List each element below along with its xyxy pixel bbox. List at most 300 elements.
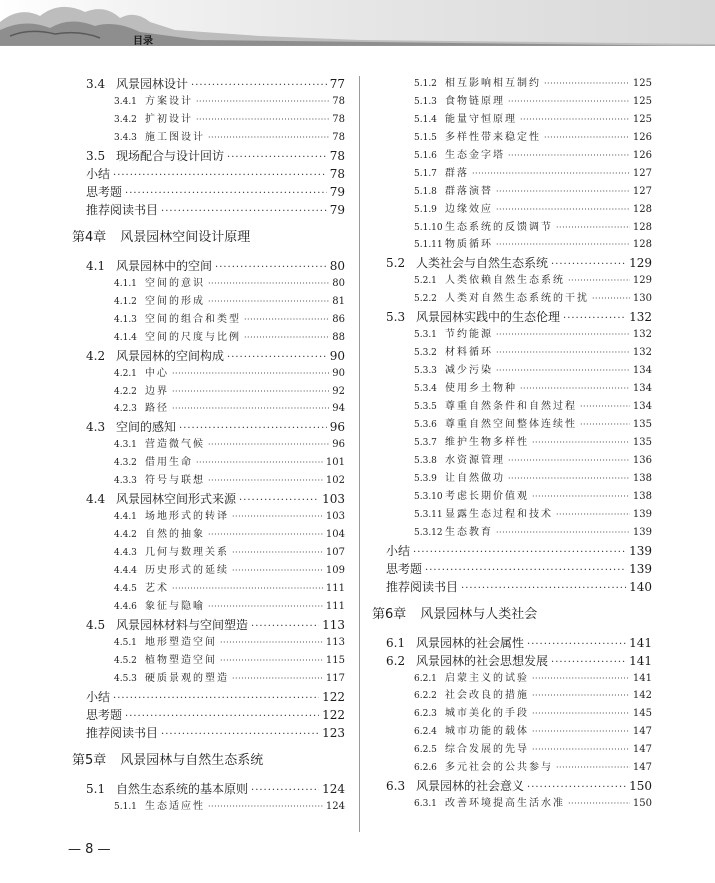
entry-number: 5.3.6 <box>414 419 437 430</box>
toc-subsection-entry[interactable] <box>372 344 652 362</box>
dot-leader <box>532 670 630 688</box>
entry-title: 空间的感知 <box>116 420 177 435</box>
entry-page-number: 78 <box>332 113 345 125</box>
entry-number: 4.1.1 <box>114 278 137 289</box>
dot-leader <box>496 524 630 542</box>
toc-subsection-entry[interactable] <box>372 398 652 416</box>
entry-number: 4.2.1 <box>114 368 137 379</box>
entry-page-number: 129 <box>629 256 652 271</box>
entry-title: 食物链原理 <box>445 95 505 107</box>
toc-section-entry[interactable] <box>72 490 345 508</box>
toc-subsection-entry[interactable] <box>372 272 652 290</box>
entry-title: 材料循环 <box>445 347 493 359</box>
toc-subsection-entry[interactable] <box>72 111 345 129</box>
toc-subsection-entry[interactable] <box>372 470 652 488</box>
entry-page-number: 145 <box>632 708 652 720</box>
entry-title: 空间的组合和类型 <box>145 313 241 325</box>
entry-title: 人类社会与自然生态系统 <box>416 256 549 271</box>
entry-title: 施工图设计 <box>145 131 205 143</box>
entry-page-number: 138 <box>632 472 652 484</box>
entry-title: 营造微气候 <box>145 439 205 451</box>
toc-misc-entry[interactable] <box>72 688 345 706</box>
entry-title: 群落演替 <box>445 185 493 197</box>
entry-number: 4.1.4 <box>114 332 137 343</box>
entry-number: 5.3.9 <box>414 473 437 484</box>
entry-title: 风景园林的空间构成 <box>116 348 225 363</box>
entry-page-number: 150 <box>632 798 652 810</box>
entry-number: 4.1.2 <box>114 296 137 307</box>
entry-page-number: 125 <box>632 78 652 89</box>
chapter-heading[interactable] <box>72 227 345 248</box>
dot-leader <box>244 329 329 347</box>
dot-leader <box>496 362 630 380</box>
entry-title: 风景园林中的空间 <box>116 258 213 273</box>
toc-misc-entry[interactable] <box>372 542 652 560</box>
toc-subsection-entry[interactable] <box>72 436 345 454</box>
entry-number: 5.1.3 <box>414 96 437 107</box>
dot-leader <box>208 526 323 544</box>
entry-number: 6.3.1 <box>414 799 437 810</box>
dot-leader <box>196 454 323 472</box>
entry-title: 减少污染 <box>445 365 493 377</box>
entry-title: 相互影响相互制约 <box>445 78 541 89</box>
dot-leader <box>232 544 323 562</box>
dot-leader <box>196 93 329 111</box>
toc-subsection-entry[interactable] <box>372 219 652 237</box>
entry-title: 小结 <box>86 689 111 704</box>
entry-title: 小结 <box>386 543 411 558</box>
toc-subsection-entry[interactable] <box>372 452 652 470</box>
entry-number: 5.3.2 <box>414 348 437 359</box>
toc-misc-entry[interactable] <box>72 165 345 183</box>
entry-number: 5.3.3 <box>414 366 437 377</box>
entry-number: 5.1.1 <box>114 801 137 812</box>
toc-subsection-entry[interactable] <box>372 290 652 308</box>
entry-title: 物质循环 <box>445 239 493 251</box>
toc-left-column <box>72 75 345 816</box>
entry-number: 5.3 <box>386 310 406 325</box>
entry-number: 5.1 <box>86 781 106 796</box>
entry-page-number: 127 <box>632 185 652 197</box>
entry-page-number: 117 <box>325 672 345 684</box>
toc-subsection-entry[interactable] <box>372 93 652 111</box>
entry-number: 4.3.3 <box>114 476 137 487</box>
entry-title: 多样性带来稳定性 <box>445 131 541 143</box>
toc-section-entry[interactable] <box>372 777 652 795</box>
toc-subsection-entry[interactable] <box>72 580 345 598</box>
entry-number: 5.2 <box>386 256 406 271</box>
entry-title: 风景园林与人类社会 <box>420 606 538 622</box>
toc-section-entry[interactable] <box>72 616 345 634</box>
entry-page-number: 113 <box>325 636 345 648</box>
entry-number: 4.1 <box>86 258 106 273</box>
dot-leader <box>496 326 630 344</box>
entry-title: 自然生态系统的基本原则 <box>116 781 249 796</box>
column-divider <box>359 76 360 832</box>
entry-title: 场地形式的转译 <box>145 511 229 523</box>
entry-page-number: 124 <box>322 781 345 796</box>
toc-section-entry[interactable] <box>372 652 652 670</box>
entry-number: 5.1.4 <box>414 114 437 125</box>
entry-title: 几何与数理关系 <box>145 547 229 559</box>
toc-subsection-entry[interactable] <box>72 383 345 401</box>
dot-leader <box>592 290 630 308</box>
entry-page-number: 79 <box>329 202 345 217</box>
entry-number: 4.2.3 <box>114 404 137 415</box>
entry-page-number: 78 <box>332 131 345 143</box>
entry-title: 使用乡土物种 <box>445 383 517 395</box>
toc-subsection-entry[interactable] <box>72 365 345 383</box>
toc-subsection-entry[interactable] <box>72 508 345 526</box>
dot-leader <box>472 165 630 183</box>
toc-section-entry[interactable] <box>372 254 652 272</box>
entry-number: 5.1.5 <box>414 132 437 143</box>
entry-page-number: 107 <box>325 547 345 559</box>
toc-subsection-entry[interactable] <box>72 472 345 490</box>
entry-page-number: 96 <box>329 420 345 435</box>
toc-section-entry[interactable] <box>72 75 345 93</box>
entry-page-number: 134 <box>632 383 652 395</box>
toc-subsection-entry[interactable] <box>372 759 652 777</box>
entry-number: 4.4.5 <box>114 583 137 594</box>
toc-subsection-entry[interactable] <box>72 798 345 816</box>
toc-subsection-entry[interactable] <box>372 670 652 688</box>
entry-title: 综合发展的先导 <box>445 744 529 756</box>
entry-title: 植物塑造空间 <box>145 654 217 666</box>
entry-number: 4.2.2 <box>114 386 137 397</box>
entry-number: 5.3.8 <box>414 455 437 466</box>
entry-title: 空间的形成 <box>145 295 205 307</box>
toc-subsection-entry[interactable] <box>372 705 652 723</box>
entry-page-number: 78 <box>332 96 345 107</box>
entry-page-number: 138 <box>632 490 652 502</box>
entry-title: 小结 <box>86 166 111 181</box>
entry-title: 风景园林材料与空间塑造 <box>116 617 249 632</box>
toc-subsection-entry[interactable] <box>72 329 345 347</box>
dot-leader <box>508 147 630 165</box>
toc-section-entry[interactable] <box>72 780 345 798</box>
entry-title: 历史形式的延续 <box>145 565 229 576</box>
toc-subsection-entry[interactable] <box>372 183 652 201</box>
landscape-ink-illustration <box>0 0 715 46</box>
toc-subsection-entry[interactable] <box>372 236 652 254</box>
entry-number: 6.1 <box>386 635 406 650</box>
dot-leader <box>161 203 327 221</box>
dot-leader <box>161 726 319 744</box>
toc-subsection-entry[interactable] <box>372 165 652 183</box>
entry-title: 中心 <box>145 367 169 379</box>
toc-subsection-entry[interactable] <box>372 795 652 813</box>
entry-page-number: 109 <box>325 565 345 576</box>
toc-misc-entry[interactable] <box>72 706 345 724</box>
toc-subsection-entry[interactable] <box>372 488 652 506</box>
page-number: — 8 — <box>68 842 111 857</box>
entry-number: 5.1.7 <box>414 168 437 179</box>
entry-title: 生态教育 <box>445 526 493 538</box>
entry-title: 维护生物多样性 <box>445 436 529 448</box>
entry-number: 6.2.4 <box>414 727 437 738</box>
dot-leader <box>544 75 630 93</box>
dot-leader <box>208 275 329 293</box>
toc-subsection-entry[interactable] <box>72 400 345 418</box>
toc-subsection-entry[interactable] <box>72 454 345 472</box>
dot-leader <box>580 398 630 416</box>
entry-number: 6.2.5 <box>414 745 437 756</box>
entry-title: 思考题 <box>86 707 123 722</box>
dot-leader <box>556 506 630 524</box>
dot-leader <box>232 670 323 688</box>
dot-leader <box>532 434 630 452</box>
toc-subsection-entry[interactable] <box>372 434 652 452</box>
dot-leader <box>208 436 329 454</box>
entry-title: 符号与联想 <box>145 475 205 487</box>
entry-number: 3.4.1 <box>114 97 137 107</box>
toc-subsection-entry[interactable] <box>72 670 345 688</box>
entry-title: 象征与隐喻 <box>145 600 205 612</box>
toc-subsection-entry[interactable] <box>372 687 652 705</box>
entry-page-number: 139 <box>629 561 652 576</box>
entry-number: 6.2.2 <box>414 691 437 702</box>
toc-subsection-entry[interactable] <box>372 362 652 380</box>
entry-page-number: 102 <box>325 475 345 487</box>
entry-title: 城市美化的手段 <box>445 708 529 720</box>
toc-misc-entry[interactable] <box>372 578 652 596</box>
toc-subsection-entry[interactable] <box>72 275 345 293</box>
entry-number: 4.3.1 <box>114 440 137 451</box>
entry-page-number: 80 <box>332 277 345 289</box>
entry-number: 5.1.8 <box>414 186 437 197</box>
toc-subsection-entry[interactable] <box>72 562 345 580</box>
toc-section-entry[interactable] <box>72 147 345 165</box>
entry-page-number: 150 <box>629 779 652 794</box>
entry-title: 风景园林空间设计原理 <box>120 229 251 245</box>
entry-title: 节约能源 <box>445 329 493 341</box>
entry-number: 4.3 <box>86 420 106 435</box>
entry-page-number: 147 <box>632 762 652 774</box>
entry-title: 多元社会的公共参与 <box>445 762 553 774</box>
entry-number: 5.1.2 <box>414 79 437 89</box>
entry-title: 生态适应性 <box>145 800 205 812</box>
entry-page-number: 140 <box>629 579 652 594</box>
entry-page-number: 86 <box>332 313 345 325</box>
dot-leader <box>532 488 630 506</box>
dot-leader <box>196 111 329 129</box>
entry-title: 借用生命 <box>145 457 193 469</box>
entry-number: 5.3.12 <box>414 527 443 538</box>
toc-subsection-entry[interactable] <box>372 75 652 93</box>
entry-number: 第6章 <box>372 606 407 622</box>
entry-title: 空间的意识 <box>145 277 205 289</box>
entry-title: 改善环境提高生活水准 <box>445 798 565 810</box>
chapter-heading[interactable] <box>372 604 652 625</box>
entry-page-number: 81 <box>332 295 345 307</box>
toc-section-entry[interactable] <box>372 634 652 652</box>
toc-subsection-entry[interactable] <box>72 598 345 616</box>
dot-leader <box>496 344 630 362</box>
entry-number: 4.5.2 <box>114 655 137 666</box>
toc-section-entry[interactable] <box>72 418 345 436</box>
entry-page-number: 141 <box>632 672 652 684</box>
entry-page-number: 132 <box>632 329 652 341</box>
entry-title: 风景园林实践中的生态伦理 <box>416 310 561 325</box>
dot-leader <box>508 452 630 470</box>
entry-title: 尊重自然条件和自然过程 <box>445 401 577 412</box>
entry-title: 推荐阅读书目 <box>386 579 459 594</box>
entry-page-number: 78 <box>329 166 345 181</box>
entry-page-number: 103 <box>322 492 345 507</box>
toc-subsection-entry[interactable] <box>72 652 345 670</box>
entry-title: 让自然做功 <box>445 472 505 484</box>
toc-subsection-entry[interactable] <box>72 526 345 544</box>
chapter-heading[interactable] <box>72 750 345 771</box>
entry-title: 风景园林设计 <box>116 77 189 91</box>
dot-leader <box>508 93 630 111</box>
toc-subsection-entry[interactable] <box>72 311 345 329</box>
entry-page-number: 96 <box>332 439 345 451</box>
entry-title: 思考题 <box>386 561 423 576</box>
header-title: 目录 <box>133 36 153 47</box>
entry-number: 6.2 <box>386 653 406 668</box>
entry-page-number: 77 <box>329 77 345 91</box>
entry-number: 4.4.2 <box>114 530 137 541</box>
entry-title: 启蒙主义的试验 <box>445 672 529 684</box>
dot-leader <box>520 111 630 129</box>
entry-title: 路径 <box>145 403 169 415</box>
entry-page-number: 78 <box>329 148 345 163</box>
entry-page-number: 125 <box>632 113 652 125</box>
dot-leader <box>556 759 630 777</box>
dot-leader <box>220 634 323 652</box>
toc-subsection-entry[interactable] <box>372 326 652 344</box>
entry-page-number: 123 <box>322 725 345 740</box>
entry-title: 风景园林与自然生态系统 <box>120 752 264 768</box>
toc-subsection-entry[interactable] <box>372 201 652 219</box>
entry-number: 3.5 <box>86 148 106 163</box>
entry-page-number: 147 <box>632 744 652 756</box>
toc-misc-entry[interactable] <box>72 183 345 201</box>
entry-page-number: 113 <box>322 617 345 632</box>
toc-subsection-entry[interactable] <box>72 93 345 111</box>
entry-page-number: 132 <box>632 347 652 359</box>
toc-subsection-entry[interactable] <box>72 293 345 311</box>
entry-page-number: 136 <box>632 454 652 466</box>
toc-subsection-entry[interactable] <box>372 129 652 147</box>
toc-subsection-entry[interactable] <box>72 129 345 147</box>
entry-page-number: 104 <box>325 529 345 541</box>
entry-page-number: 80 <box>329 258 345 273</box>
entry-number: 4.3.2 <box>114 458 137 469</box>
entry-number: 5.3.1 <box>414 330 437 341</box>
dot-leader <box>532 723 630 741</box>
entry-number: 4.4.1 <box>114 512 137 523</box>
dot-leader <box>208 598 323 616</box>
toc-subsection-entry[interactable] <box>72 544 345 562</box>
entry-page-number: 135 <box>632 418 652 430</box>
toc-subsection-entry[interactable] <box>72 634 345 652</box>
entry-title: 城市功能的载体 <box>445 726 529 738</box>
entry-page-number: 147 <box>632 726 652 738</box>
dot-leader <box>568 795 630 813</box>
entry-page-number: 139 <box>632 508 652 520</box>
entry-page-number: 130 <box>632 293 652 305</box>
entry-page-number: 90 <box>332 367 345 379</box>
dot-leader <box>172 383 329 401</box>
entry-page-number: 141 <box>629 635 652 650</box>
dot-leader <box>496 236 630 254</box>
entry-title: 尊重自然空间整体连续性 <box>445 418 577 430</box>
entry-title: 边界 <box>145 385 169 397</box>
entry-page-number: 125 <box>632 95 652 107</box>
entry-page-number: 126 <box>632 149 652 161</box>
toc-subsection-entry[interactable] <box>372 524 652 542</box>
entry-number: 4.4.3 <box>114 548 137 559</box>
entry-page-number: 111 <box>325 600 345 612</box>
toc-subsection-entry[interactable] <box>372 147 652 165</box>
dot-leader <box>496 183 630 201</box>
entry-page-number: 134 <box>632 365 652 377</box>
dot-leader <box>172 400 329 418</box>
toc-section-entry[interactable] <box>72 347 345 365</box>
entry-title: 风景园林空间形式来源 <box>116 492 237 507</box>
dot-leader <box>532 705 630 723</box>
entry-number: 6.2.3 <box>414 709 437 720</box>
dot-leader <box>208 129 329 147</box>
entry-title: 自然的抽象 <box>145 529 205 541</box>
entry-page-number: 128 <box>632 221 652 233</box>
toc-right-column <box>372 75 652 813</box>
entry-page-number: 129 <box>632 275 652 287</box>
entry-page-number: 79 <box>329 184 345 199</box>
toc-subsection-entry[interactable] <box>372 506 652 524</box>
entry-number: 4.5 <box>86 617 106 632</box>
entry-page-number: 111 <box>325 582 345 594</box>
entry-number: 5.2.1 <box>414 276 437 287</box>
entry-title: 地形塑造空间 <box>145 636 217 648</box>
entry-number: 5.1.10 <box>414 222 443 233</box>
dot-leader <box>208 472 323 490</box>
dot-leader <box>580 416 630 434</box>
entry-page-number: 90 <box>329 348 345 363</box>
entry-title: 生态金字塔 <box>445 149 505 161</box>
toc-misc-entry[interactable] <box>72 201 345 219</box>
entry-number: 5.1.11 <box>414 240 443 251</box>
dot-leader <box>496 201 630 219</box>
dot-leader <box>532 741 630 759</box>
entry-title: 人类对自然生态系统的干扰 <box>445 293 589 305</box>
entry-title: 水资源管理 <box>445 454 505 466</box>
toc-subsection-entry[interactable] <box>372 380 652 398</box>
entry-title: 人类依赖自然生态系统 <box>445 275 565 287</box>
entry-number: 4.5.3 <box>114 673 137 684</box>
dot-leader <box>172 365 329 383</box>
toc-section-entry[interactable] <box>72 257 345 275</box>
toc-subsection-entry[interactable] <box>372 416 652 434</box>
toc-subsection-entry[interactable] <box>372 741 652 759</box>
entry-number: 4.2 <box>86 348 106 363</box>
entry-page-number: 126 <box>632 131 652 143</box>
entry-title: 思考题 <box>86 184 123 199</box>
toc-misc-entry[interactable] <box>372 560 652 578</box>
entry-page-number: 139 <box>632 526 652 538</box>
toc-subsection-entry[interactable] <box>372 723 652 741</box>
toc-section-entry[interactable] <box>372 308 652 326</box>
toc-subsection-entry[interactable] <box>372 111 652 129</box>
entry-title: 扩初设计 <box>145 113 193 125</box>
dot-leader <box>556 219 630 237</box>
entry-page-number: 139 <box>629 543 652 558</box>
entry-title: 边缘效应 <box>445 203 493 215</box>
toc-misc-entry[interactable] <box>72 724 345 742</box>
